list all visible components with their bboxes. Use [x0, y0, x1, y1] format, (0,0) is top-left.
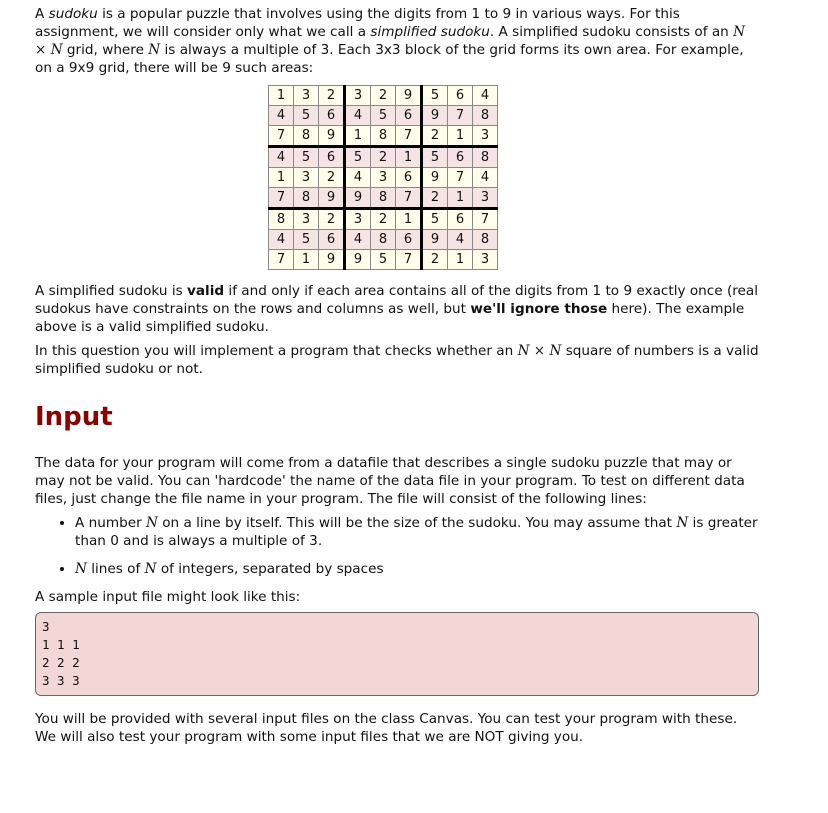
grid-cell: 5	[294, 147, 319, 168]
grid-cell: 2	[319, 168, 345, 188]
math: N	[75, 561, 87, 577]
grid-cell: 3	[473, 126, 498, 147]
grid-cell: 2	[371, 209, 396, 230]
grid-cell: 1	[448, 126, 473, 147]
question-paragraph	[35, 342, 760, 378]
grid-cell: 2	[319, 86, 345, 106]
math: N	[144, 561, 157, 577]
grid-row	[269, 230, 498, 250]
grid-cell: 8	[294, 188, 319, 209]
grid-cell: 3	[473, 250, 498, 270]
grid-cell: 7	[269, 188, 294, 209]
grid-cell: 5	[294, 230, 319, 250]
grid-cell: 1	[396, 147, 422, 168]
grid-cell: 6	[448, 86, 473, 106]
grid-cell: 1	[448, 188, 473, 209]
grid-cell: 3	[294, 209, 319, 230]
text: of integers, separated by spaces	[156, 561, 384, 577]
text: here). The example above is a valid simplified sudoku.	[35, 301, 745, 335]
text: A simplified sudoku is	[35, 283, 187, 299]
list-item	[75, 514, 760, 550]
grid-cell: 7	[269, 250, 294, 270]
text: sudoku	[48, 6, 98, 22]
grid-row	[269, 86, 498, 106]
grid-cell: 8	[473, 106, 498, 126]
grid-cell: 8	[371, 188, 396, 209]
grid-cell: 6	[448, 147, 473, 168]
grid-cell: 5	[422, 147, 448, 168]
math: N × N	[35, 24, 746, 58]
math: N	[676, 515, 689, 531]
grid-cell: 4	[269, 106, 294, 126]
text: simplified sudoku	[370, 24, 490, 40]
grid-row	[269, 168, 498, 188]
grid-cell: 9	[319, 250, 345, 270]
grid-cell: 3	[371, 168, 396, 188]
grid-row	[269, 147, 498, 168]
grid-cell: 9	[319, 188, 345, 209]
grid-cell: 5	[294, 106, 319, 126]
math: N × N	[517, 343, 562, 359]
grid-cell: 5	[422, 209, 448, 230]
grid-cell: 6	[319, 230, 345, 250]
grid-cell: 8	[473, 147, 498, 168]
grid-cell: 6	[448, 209, 473, 230]
text: on a line by itself. This will be the size of the sudoku. You may assume that	[157, 515, 677, 531]
grid-cell: 3	[345, 209, 371, 230]
grid-cell: 7	[269, 126, 294, 147]
grid-cell: 6	[319, 147, 345, 168]
grid-cell: 3	[473, 188, 498, 209]
grid-cell: 1	[269, 86, 294, 106]
grid-cell: 4	[269, 147, 294, 168]
text: valid	[187, 283, 225, 299]
grid-cell: 9	[396, 86, 422, 106]
sample-label: A sample input file might look like this:	[35, 589, 301, 605]
closing-paragraph: You will be provided with several input files on the class Canvas. You can test your program with these. We will also test your program with some input files that we are NOT giving you.	[35, 711, 738, 745]
grid-cell: 1	[294, 250, 319, 270]
text: . A simplified sudoku consists of an	[489, 24, 734, 40]
text: A number	[75, 515, 146, 531]
grid-cell: 6	[319, 106, 345, 126]
grid-cell: 7	[396, 250, 422, 270]
grid-cell: 6	[396, 168, 422, 188]
text: is a popular puzzle that involves using the digits from 1 to 9 in various ways. For this assignment, we will consider only what we call a	[35, 6, 680, 40]
grid-cell: 2	[422, 188, 448, 209]
grid-cell: 4	[345, 168, 371, 188]
grid-cell: 5	[371, 106, 396, 126]
text: if and only if each area contains all of the digits from 1 to 9 exactly once (real sudokus have constraints on the rows and columns as well, but	[35, 283, 759, 317]
sudoku-grid	[268, 85, 498, 270]
grid-cell: 2	[371, 86, 396, 106]
input-heading: Input	[35, 402, 113, 432]
grid-cell: 9	[422, 230, 448, 250]
grid-cell: 4	[473, 168, 498, 188]
grid-row	[269, 106, 498, 126]
list-item	[75, 560, 760, 578]
text: we'll ignore those	[470, 301, 608, 317]
math: N	[148, 42, 161, 58]
grid-cell: 8	[269, 209, 294, 230]
grid-cell: 9	[422, 168, 448, 188]
text: lines of	[86, 561, 145, 577]
grid-cell: 2	[371, 147, 396, 168]
grid-cell: 4	[269, 230, 294, 250]
grid-cell: 7	[473, 209, 498, 230]
grid-cell: 2	[422, 126, 448, 147]
grid-cell: 3	[294, 86, 319, 106]
grid-cell: 2	[319, 209, 345, 230]
grid-cell: 8	[371, 230, 396, 250]
intro-paragraph	[35, 5, 760, 77]
grid-cell: 8	[294, 126, 319, 147]
grid-cell: 5	[422, 86, 448, 106]
grid-row	[269, 209, 498, 230]
grid-cell: 1	[269, 168, 294, 188]
grid-cell: 4	[473, 86, 498, 106]
grid-cell: 9	[319, 126, 345, 147]
document	[35, 5, 760, 752]
grid-cell: 4	[345, 106, 371, 126]
text: A	[35, 6, 49, 22]
grid-cell: 9	[345, 188, 371, 209]
grid-cell: 4	[448, 230, 473, 250]
math: N	[146, 515, 158, 531]
grid-cell: 1	[448, 250, 473, 270]
grid-cell: 4	[345, 230, 371, 250]
text: In this question you will implement a program that checks whether an	[35, 343, 518, 359]
input-format-list	[35, 514, 760, 578]
valid-paragraph	[35, 282, 760, 336]
text: square of numbers is a valid simplified sudoku or not.	[35, 343, 759, 377]
grid-cell: 5	[345, 147, 371, 168]
grid-cell: 5	[371, 250, 396, 270]
grid-cell: 6	[396, 230, 422, 250]
grid-cell: 7	[396, 188, 422, 209]
grid-row	[269, 126, 498, 147]
grid-cell: 1	[396, 209, 422, 230]
grid-cell: 1	[345, 126, 371, 147]
grid-cell: 9	[345, 250, 371, 270]
grid-row	[269, 188, 498, 209]
grid-cell: 7	[448, 168, 473, 188]
text: is always a multiple of 3. Each 3x3 block of the grid forms its own area. For example, on a 9x9 grid, there will be 9 such areas:	[35, 42, 744, 76]
grid-cell: 2	[422, 250, 448, 270]
sample-input-code: 3 1 1 1 2 2 2 3 3 3	[35, 612, 759, 696]
grid-cell: 7	[448, 106, 473, 126]
grid-cell: 3	[294, 168, 319, 188]
text: is greater than 0 and is always a multiple of 3.	[75, 515, 758, 549]
grid-row	[269, 250, 498, 270]
input-paragraph: The data for your program will come from a datafile that describes a single sudoku puzzle that may or may not be valid. You can 'hardcode' the name of the data file in your program. To test on different data files, just change the file name in your program. The file will consist of the following lines:	[35, 455, 745, 507]
grid-cell: 7	[396, 126, 422, 147]
grid-cell: 8	[371, 126, 396, 147]
grid-cell: 8	[473, 230, 498, 250]
text: grid, where	[62, 42, 149, 58]
grid-cell: 6	[396, 106, 422, 126]
grid-cell: 3	[345, 86, 371, 106]
grid-cell: 9	[422, 106, 448, 126]
